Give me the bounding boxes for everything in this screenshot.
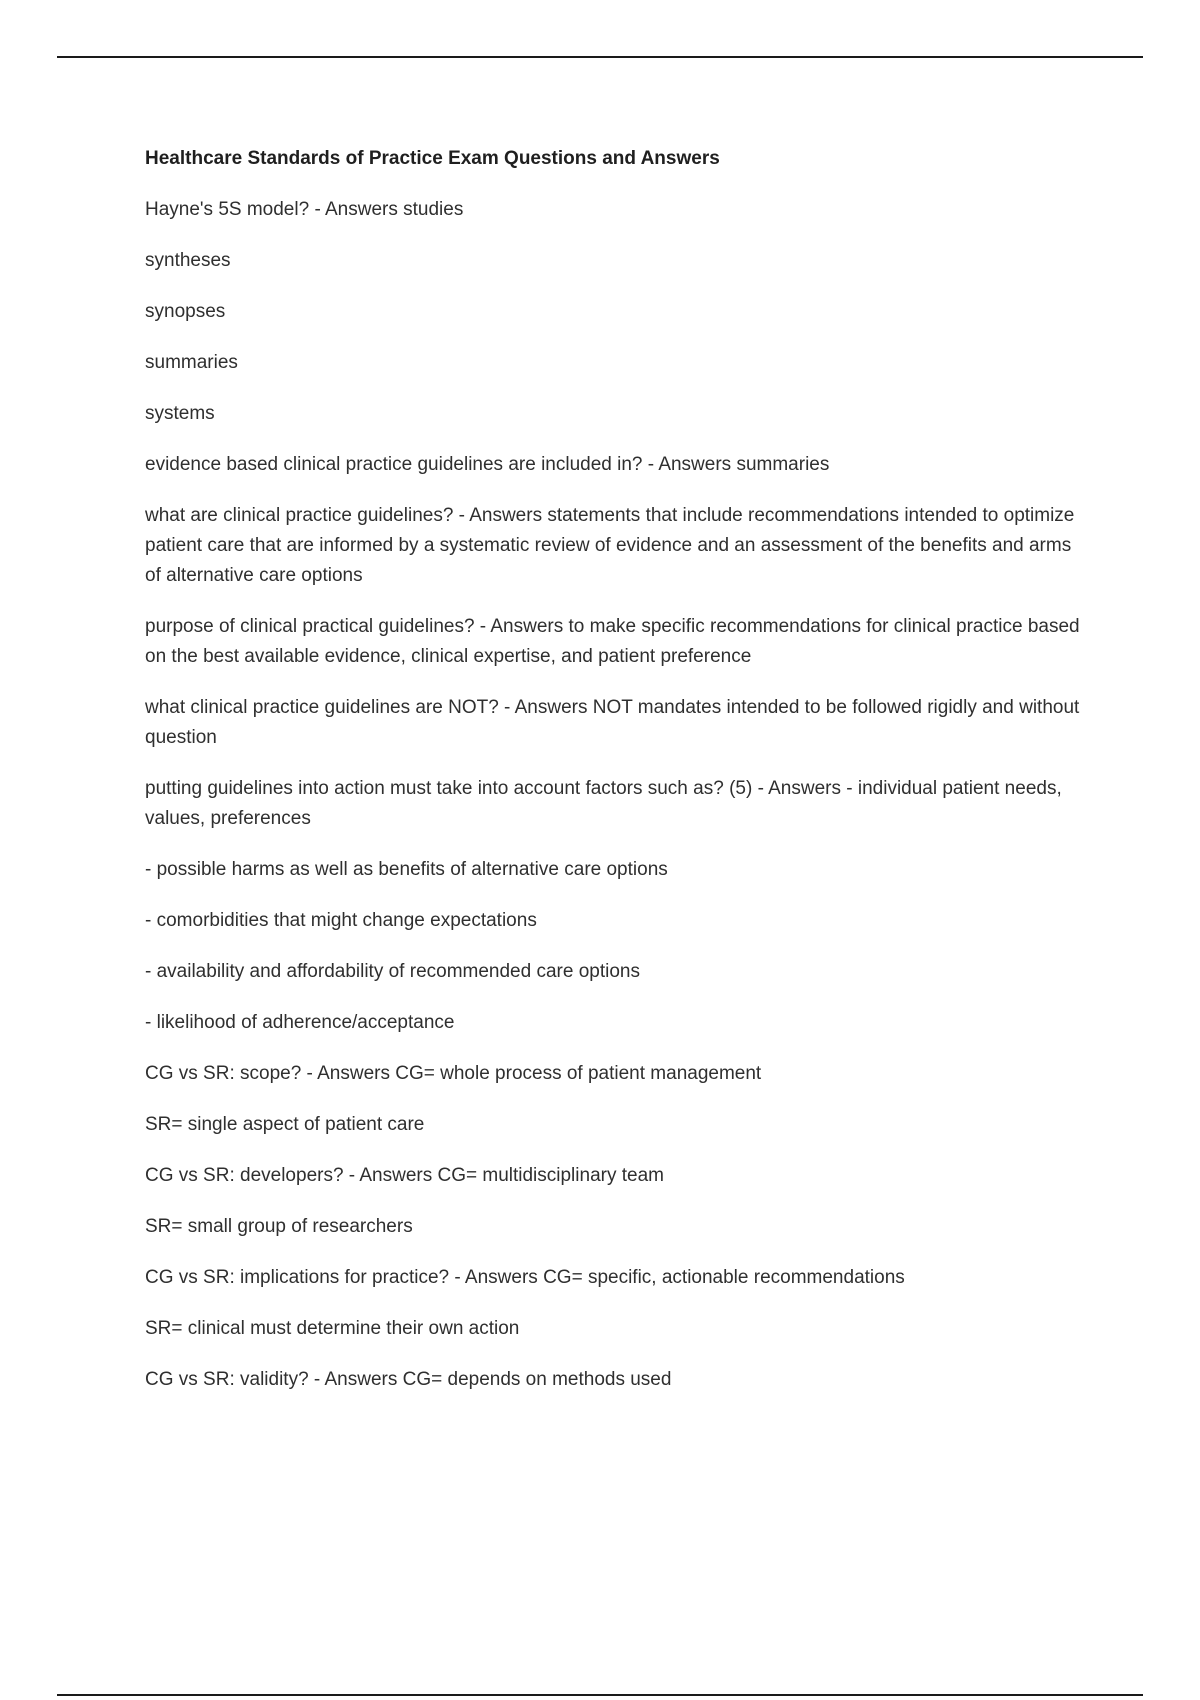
document-title: Healthcare Standards of Practice Exam Questions and Answers: [145, 148, 720, 169]
paragraph: what clinical practice guidelines are NOT? - Answers NOT mandates intended to be followed rigidly and without question: [145, 697, 1080, 748]
paragraph: purpose of clinical practical guidelines? - Answers to make specific recommendations for clinical practice based on the best available evidence, clinical expertise, and patient preference: [145, 616, 1080, 667]
paragraph: SR= clinical must determine their own action: [145, 1318, 520, 1339]
paragraph: synopses: [145, 301, 226, 322]
paragraph: - likelihood of adherence/acceptance: [145, 1012, 455, 1033]
paragraph: Hayne's 5S model? - Answers studies: [145, 199, 464, 220]
paragraph: systems: [145, 403, 215, 424]
paragraph: putting guidelines into action must take into account factors such as? (5) - Answers - individual patient needs, values, preferences: [145, 778, 1062, 829]
paragraph: CG vs SR: developers? - Answers CG= multidisciplinary team: [145, 1165, 664, 1186]
paragraph: what are clinical practice guidelines? - Answers statements that include recommendations intended to optimize patient care that are informed by a systematic review of evidence and an assessment of the benefits and arms of alternative care options: [145, 505, 1075, 586]
paragraph: - availability and affordability of recommended care options: [145, 961, 640, 982]
paragraph: SR= small group of researchers: [145, 1216, 413, 1237]
paragraph: CG vs SR: implications for practice? - Answers CG= specific, actionable recommendations: [145, 1267, 905, 1288]
paragraph: - comorbidities that might change expectations: [145, 910, 537, 931]
paragraph: SR= single aspect of patient care: [145, 1114, 425, 1135]
paragraph: - possible harms as well as benefits of alternative care options: [145, 859, 668, 880]
footer-rule: [57, 1694, 1143, 1696]
paragraph: evidence based clinical practice guidelines are included in? - Answers summaries: [145, 454, 830, 475]
paragraph: CG vs SR: validity? - Answers CG= depends on methods used: [145, 1369, 672, 1390]
paragraph: syntheses: [145, 250, 231, 271]
document-body: [145, 144, 1090, 1416]
paragraph: CG vs SR: scope? - Answers CG= whole process of patient management: [145, 1063, 762, 1084]
header-rule: [57, 56, 1143, 58]
paragraph: summaries: [145, 352, 238, 373]
